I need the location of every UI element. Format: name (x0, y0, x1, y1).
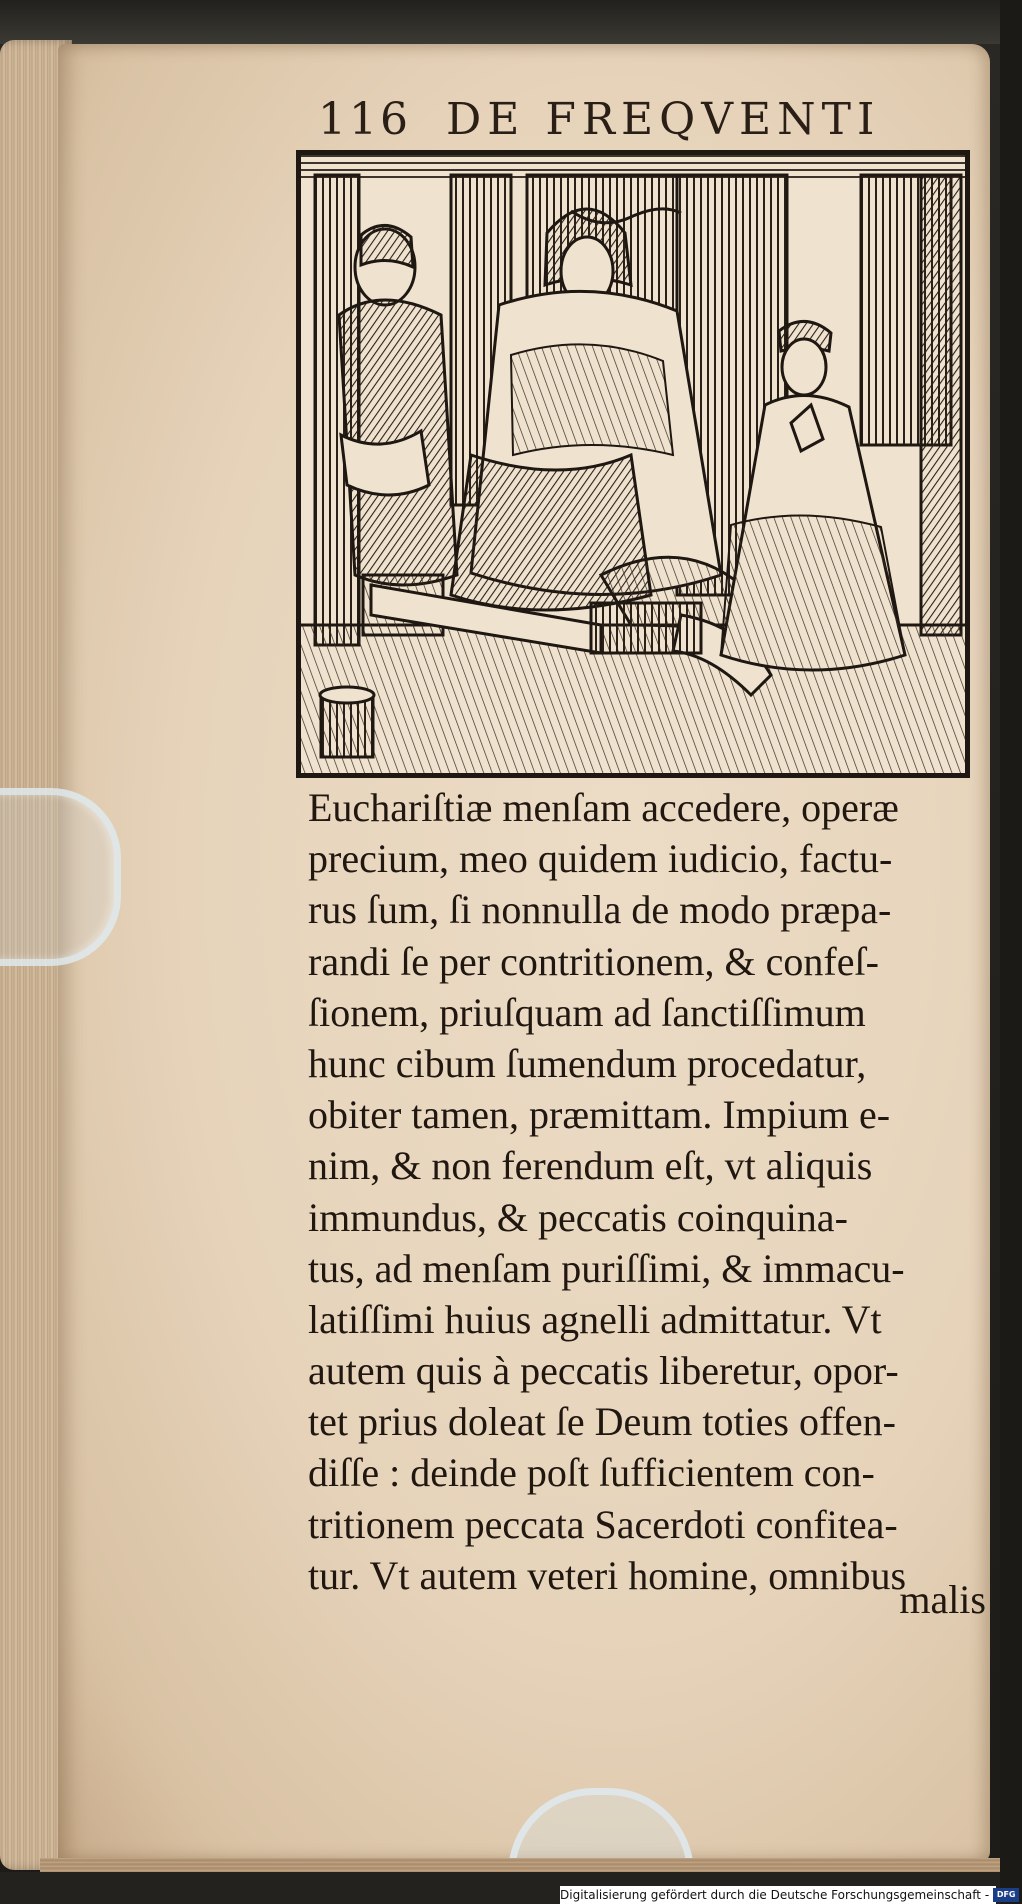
dfg-logo-icon: DFG (993, 1888, 1019, 1902)
catchword: malis (899, 1577, 986, 1622)
text-line: tur. Vt autem veteri homine, omnibus (308, 1552, 907, 1598)
text-line: immundus, & peccatis coinquina- (308, 1194, 848, 1240)
text-line: latiſſimi huius agnelli admittatur. Vt (308, 1296, 882, 1342)
text-line: tet prius doleat ſe Deum toties offen- (308, 1399, 896, 1445)
text-line: nim, & non ferendum eſt, vt aliquis (308, 1143, 873, 1189)
text-line: precium, meo quidem iudicio, factu- (308, 836, 893, 882)
text-line: hunc cibum ſumendum procedatur, (308, 1040, 867, 1086)
text-line: randi ſe per contritionem, & confeſ- (308, 938, 879, 984)
text-line: obiter tamen, præmittam. Impium e- (308, 1092, 891, 1138)
text-line: autem quis à peccatis liberetur, opor- (308, 1348, 899, 1394)
footer-text: Digitalisierung gefördert durch die Deutsche Forschungsgemeinschaft - (560, 1888, 990, 1902)
running-head (318, 94, 918, 154)
text-line: tritionem peccata Sacerdoti confitea- (308, 1501, 898, 1547)
body-text (308, 782, 988, 1601)
text-line: tus, ad menſam puriſſimi, & immacu- (308, 1245, 905, 1291)
woodcut-illustration (296, 150, 970, 778)
running-head-title: DE FREQVENTI (446, 94, 881, 145)
text-line: ſionem, priuſquam ad ſanctiſſimum (308, 989, 866, 1035)
text-line: diſſe : deinde poſt ſufficientem con- (308, 1450, 875, 1496)
text-line: rus ſum, ſi nonnulla de modo præpa- (308, 887, 892, 933)
scanner-top-edge (0, 0, 1000, 44)
digitization-footer (560, 1886, 1016, 1904)
page-number: 116 (318, 94, 411, 145)
text-line: Euchariſtiæ menſam accedere, operæ (308, 785, 899, 830)
woodcut-scene (301, 155, 965, 773)
book-clip-left (0, 788, 121, 966)
